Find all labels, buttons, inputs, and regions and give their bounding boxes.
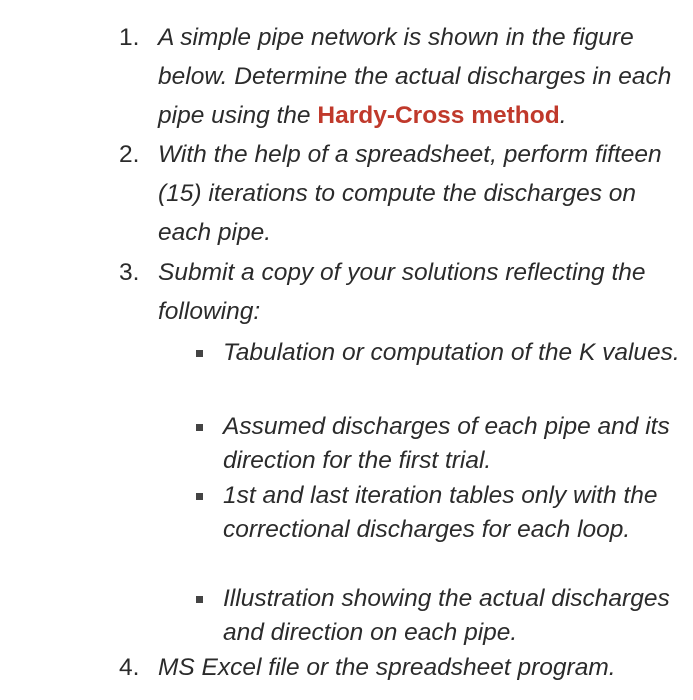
list-text-end: .: [559, 102, 567, 129]
sub-list-text: Illustration showing the actual discharges and direction on each pipe.: [223, 585, 670, 646]
list-number: 3.: [119, 259, 140, 286]
list-number: 4.: [119, 654, 140, 681]
sub-list-text: Assumed discharges of each pipe and its direction for the first trial.: [223, 413, 670, 474]
list-item-2: [119, 135, 689, 252]
bullet-icon: [196, 596, 203, 603]
sub-list-item-3: [196, 479, 686, 547]
list-item-1: [119, 18, 689, 135]
list-text-start: A simple pipe network is shown in the figure below. Determine the actual discharges in each pipe using the: [158, 24, 672, 129]
list-number: 1.: [119, 24, 140, 51]
list-item-4: [119, 648, 689, 687]
bullet-icon: [196, 424, 203, 431]
list-text: With the help of a spreadsheet, perform fifteen (15) iterations to compute the discharges on each pipe.: [158, 141, 662, 246]
hardy-cross-method-highlight: Hardy-Cross method: [317, 102, 560, 129]
sub-list-item-4: [196, 582, 686, 650]
list-text: MS Excel file or the spreadsheet program.: [158, 654, 616, 681]
sub-list-item-1: [196, 333, 686, 372]
bullet-icon: [196, 350, 203, 357]
list-text: Submit a copy of your solutions reflecting the following:: [158, 259, 646, 325]
list-text: [158, 18, 689, 135]
sub-list-item-2: [196, 410, 686, 478]
list-item-3: [119, 253, 689, 331]
list-number: 2.: [119, 141, 140, 168]
bullet-icon: [196, 493, 203, 500]
sub-list-text: 1st and last iteration tables only with the correctional discharges for each loop.: [223, 482, 658, 543]
sub-list-text: Tabulation or computation of the K values.: [223, 339, 680, 366]
